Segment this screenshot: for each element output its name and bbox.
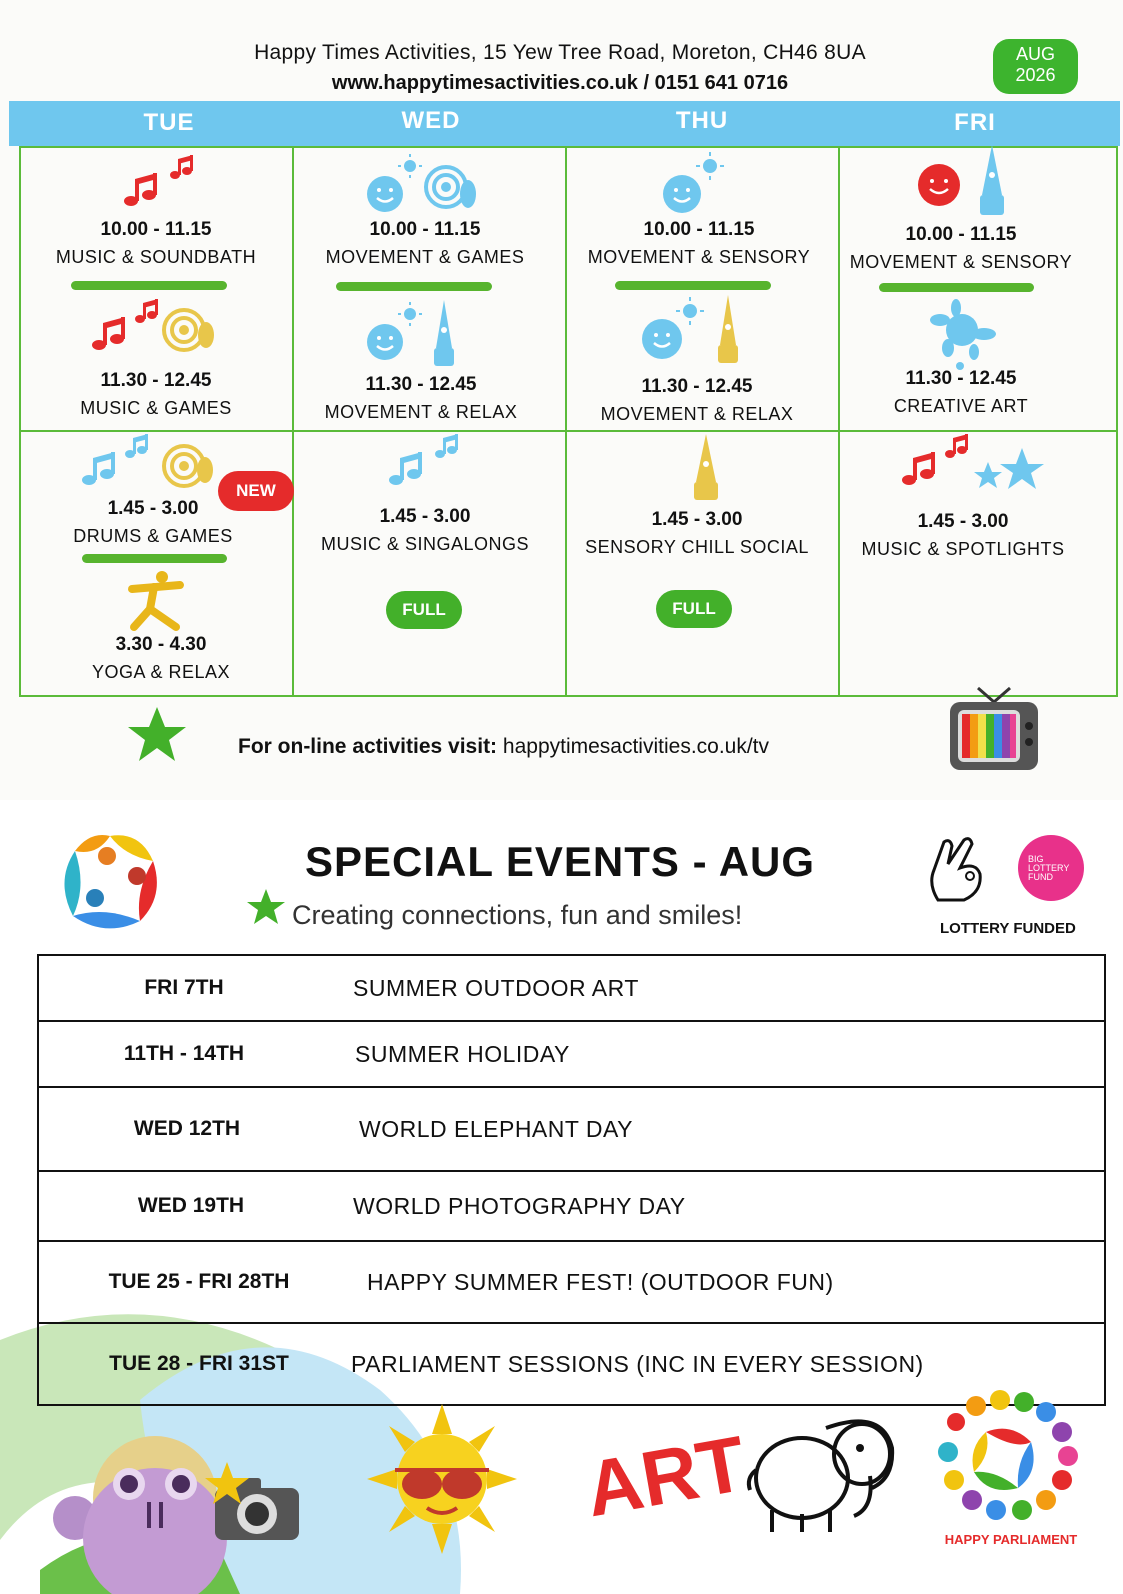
tue-slot-1 [21,219,291,268]
music-notes-icon [385,432,465,490]
slot-time: 10.00 - 11.15 [369,219,481,240]
slot-name: YOGA & RELAX [91,662,231,682]
smiley-sun-lavalamp-icon [638,293,748,367]
slot-name: MOVEMENT & RELAX [324,402,518,422]
special-events-subtitle: Creating connections, fun and smiles! [292,900,743,930]
table-row [39,1242,1104,1324]
big-lottery-fund-logo: BIG LOTTERY FUND [1018,835,1084,901]
lottery-funded-label: LOTTERY FUNDED [940,920,1076,937]
tue-slot-3 [18,498,288,547]
smiley-sun-lavalamp-icon [362,298,462,370]
smiley-lavalamp-icon [914,143,1014,219]
month-badge [993,39,1078,94]
slot-name: MOVEMENT & GAMES [325,247,525,267]
event-date: TUE 28 - FRI 31ST [109,1352,289,1375]
slot-name: DRUMS & GAMES [73,526,233,546]
paint-splat-icon [926,298,1000,372]
slot-divider [879,283,1034,292]
happy-parliament-logo [936,1392,1086,1522]
elephant-illustration [742,1398,912,1538]
event-date: TUE 25 - FRI 28TH [108,1270,290,1293]
event-name: HAPPY SUMMER FEST! (OUTDOOR FUN) [367,1268,834,1295]
event-name: SUMMER OUTDOOR ART [353,974,639,1001]
thu-slot-3 [562,509,832,558]
day-wed: WED [401,107,461,134]
tv-icon [948,686,1040,774]
art-graphic [578,1410,753,1534]
happy-parliament-label: HAPPY PARLIAMENT [944,1532,1078,1547]
slot-time: 10.00 - 11.15 [905,224,1017,245]
events-table [37,954,1106,1406]
slot-name: MUSIC & SOUNDBATH [55,247,257,267]
lava-lamp-icon [688,432,724,504]
tue-slot-4 [26,634,296,683]
slot-time: 11.30 - 12.45 [641,376,753,397]
table-row [39,956,1104,1022]
slot-divider [71,281,227,290]
music-notes-stars-icon [898,432,1048,492]
fri-slot-1 [826,224,1096,273]
wed-slot-2 [286,374,556,423]
smiley-sun-target-icon [362,152,482,214]
slot-time: 11.30 - 12.45 [905,368,1017,389]
music-notes-target-icon [78,432,218,490]
table-row [39,1088,1104,1172]
event-date: WED 12TH [133,1117,241,1140]
table-row [39,1022,1104,1088]
table-row [39,1172,1104,1242]
smiley-sun-icon [656,150,736,216]
slot-name: MOVEMENT & SENSORY [587,247,811,267]
online-activities [238,735,769,759]
slot-time: 1.45 - 3.00 [107,498,199,519]
slot-time: 1.45 - 3.00 [651,509,743,530]
contact-text: www.happytimesactivities.co.uk / 0151 641 0716 [331,72,789,94]
day-header-bar [9,101,1120,146]
event-date: WED 19TH [137,1194,245,1217]
slot-name: MUSIC & GAMES [80,398,232,418]
special-events-title: SPECIAL EVENTS - AUG [304,838,816,885]
thu-slot-1 [564,219,834,268]
event-date: 11TH - 14TH [123,1042,245,1065]
slot-time: 10.00 - 11.15 [100,219,212,240]
fri-slot-3 [828,511,1098,560]
slot-name: SENSORY CHILL SOCIAL [585,537,809,557]
slot-time: 3.30 - 4.30 [115,634,207,655]
slot-name: MUSIC & SINGALONGS [320,534,530,554]
full-badge: FULL [656,590,732,628]
slot-time: 11.30 - 12.45 [365,374,477,395]
address-text: Happy Times Activities, 15 Yew Tree Road, Moreton, CH46 8UA [254,41,866,64]
day-fri: FRI [954,109,996,136]
day-tue: TUE [143,109,195,136]
year-label: 2026 [1015,65,1056,85]
event-name: PARLIAMENT SESSIONS (INC IN EVERY SESSION) [351,1350,924,1377]
month-label: AUG [1015,44,1055,64]
wed-slot-1 [290,219,560,268]
fri-slot-2 [826,368,1096,417]
wed-slot-3 [290,506,560,555]
slot-name: CREATIVE ART [893,396,1029,416]
music-notes-icon [120,153,200,211]
yoga-figure-icon [122,571,188,635]
slot-name: MUSIC & SPOTLIGHTS [861,539,1065,559]
online-label: For on-line activities visit: [238,735,498,758]
day-thu: THU [675,107,729,134]
slot-time: 11.30 - 12.45 [100,370,212,391]
slot-time: 1.45 - 3.00 [917,511,1009,532]
lottery-hand-icon [924,834,986,904]
slot-time: 1.45 - 3.00 [379,506,471,527]
star-icon [246,888,286,926]
tue-slot-2 [21,370,291,419]
full-badge: FULL [386,591,462,629]
sun-sunglasses-icon [367,1404,517,1554]
happy-times-logo [55,826,165,936]
event-name: WORLD ELEPHANT DAY [359,1115,633,1142]
slot-divider [336,282,492,291]
event-name: WORLD PHOTOGRAPHY DAY [353,1192,686,1219]
star-icon [126,705,188,763]
music-notes-target-icon [88,297,223,355]
new-badge: NEW [218,471,294,511]
slot-name: MOVEMENT & RELAX [600,404,794,424]
event-date: FRI 7TH [144,976,224,999]
thu-slot-2 [562,376,832,425]
monkey-camera-illustration [55,1418,305,1594]
slot-time: 10.00 - 11.15 [643,219,755,240]
slot-divider [82,554,227,563]
slot-divider [615,281,771,290]
slot-name: MOVEMENT & SENSORY [849,252,1073,272]
online-url[interactable]: happytimesactivities.co.uk/tv [502,735,770,758]
art-text: ART [578,1418,753,1534]
event-name: SUMMER HOLIDAY [355,1040,570,1067]
